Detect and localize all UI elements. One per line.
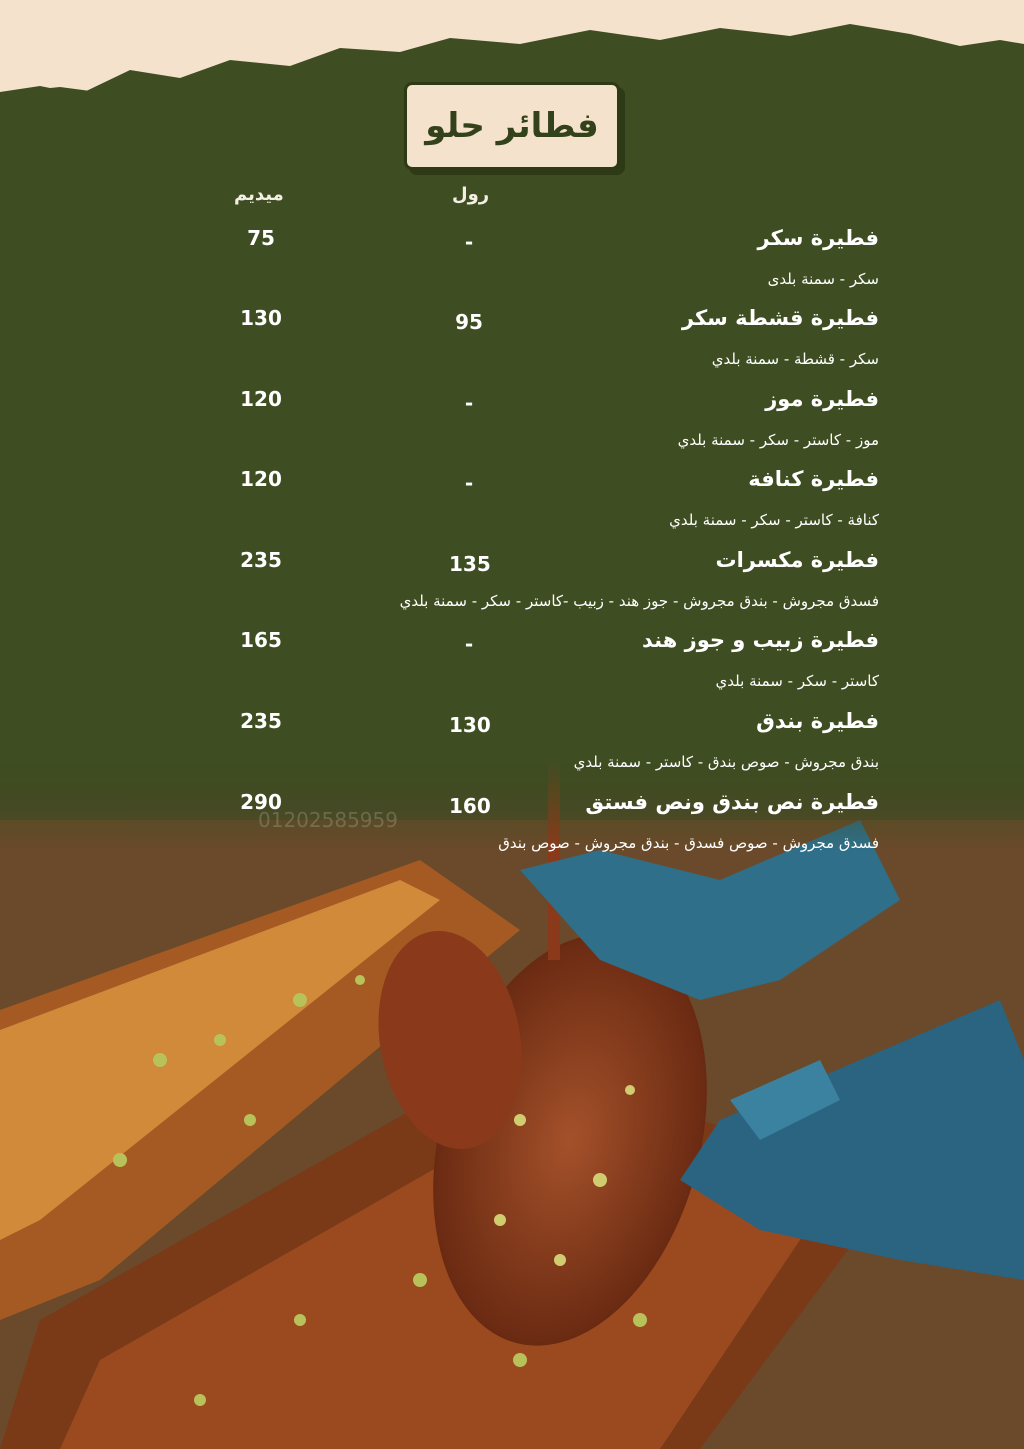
item-description: كنافة - كاستر - سكر - سمنة بلدي [669,511,879,529]
menu-item [139,709,879,789]
menu-item [139,226,879,306]
item-name: فطيرة بندق [756,709,879,733]
price-medium: 120 [240,387,282,411]
price-medium: 75 [247,226,275,250]
column-header-roll: رول [452,184,490,205]
item-name: فطيرة موز [765,387,879,411]
price-roll: 95 [455,310,483,334]
item-name: فطيرة قشطة سكر [681,306,879,330]
item-description: موز - كاستر - سكر - سمنة بلدي [677,431,879,449]
item-description: بندق مجروش - صوص بندق - كاستر - سمنة بلدي [573,753,879,771]
price-roll: - [464,632,474,656]
item-name: فطيرة كنافة [748,467,879,491]
price-roll: 130 [449,713,491,737]
price-medium: 165 [240,628,282,652]
menu-item [139,467,879,547]
price-medium: 130 [240,306,282,330]
menu-item [139,306,879,386]
price-roll: - [464,471,474,495]
item-description: سكر - قشطة - سمنة بلدي [711,350,879,368]
menu-item [139,548,879,628]
menu-item [139,387,879,467]
item-name: فطيرة سكر [757,226,879,250]
item-description: سكر - سمنة بلدى [767,270,879,288]
price-medium: 120 [240,467,282,491]
title-badge [404,82,620,170]
price-roll: - [464,391,474,415]
price-medium: 290 [240,790,282,814]
item-description: فسدق مجروش - بندق مجروش - جوز هند - زبيب -كاستر - سكر - سمنة بلدي [399,592,879,610]
item-name: فطيرة زبيب و جوز هند [642,628,879,652]
price-medium: 235 [240,709,282,733]
menu-item [139,790,879,870]
item-name: فطيرة نص بندق ونص فستق [585,790,879,814]
price-roll: - [464,230,474,254]
item-description: كاستر - سكر - سمنة بلدي [715,672,879,690]
price-roll: 160 [449,794,491,818]
price-medium: 235 [240,548,282,572]
page-title: فطائر حلو [425,106,599,146]
column-header-medium: ميديم [234,184,284,205]
item-description: فسدق مجروش - صوص فسدق - بندق مجروش - صوص بندق [498,834,879,852]
phone-watermark: 01202585959 [258,808,398,832]
menu-item [139,628,879,708]
item-name: فطيرة مكسرات [715,548,879,572]
price-roll: 135 [449,552,491,576]
